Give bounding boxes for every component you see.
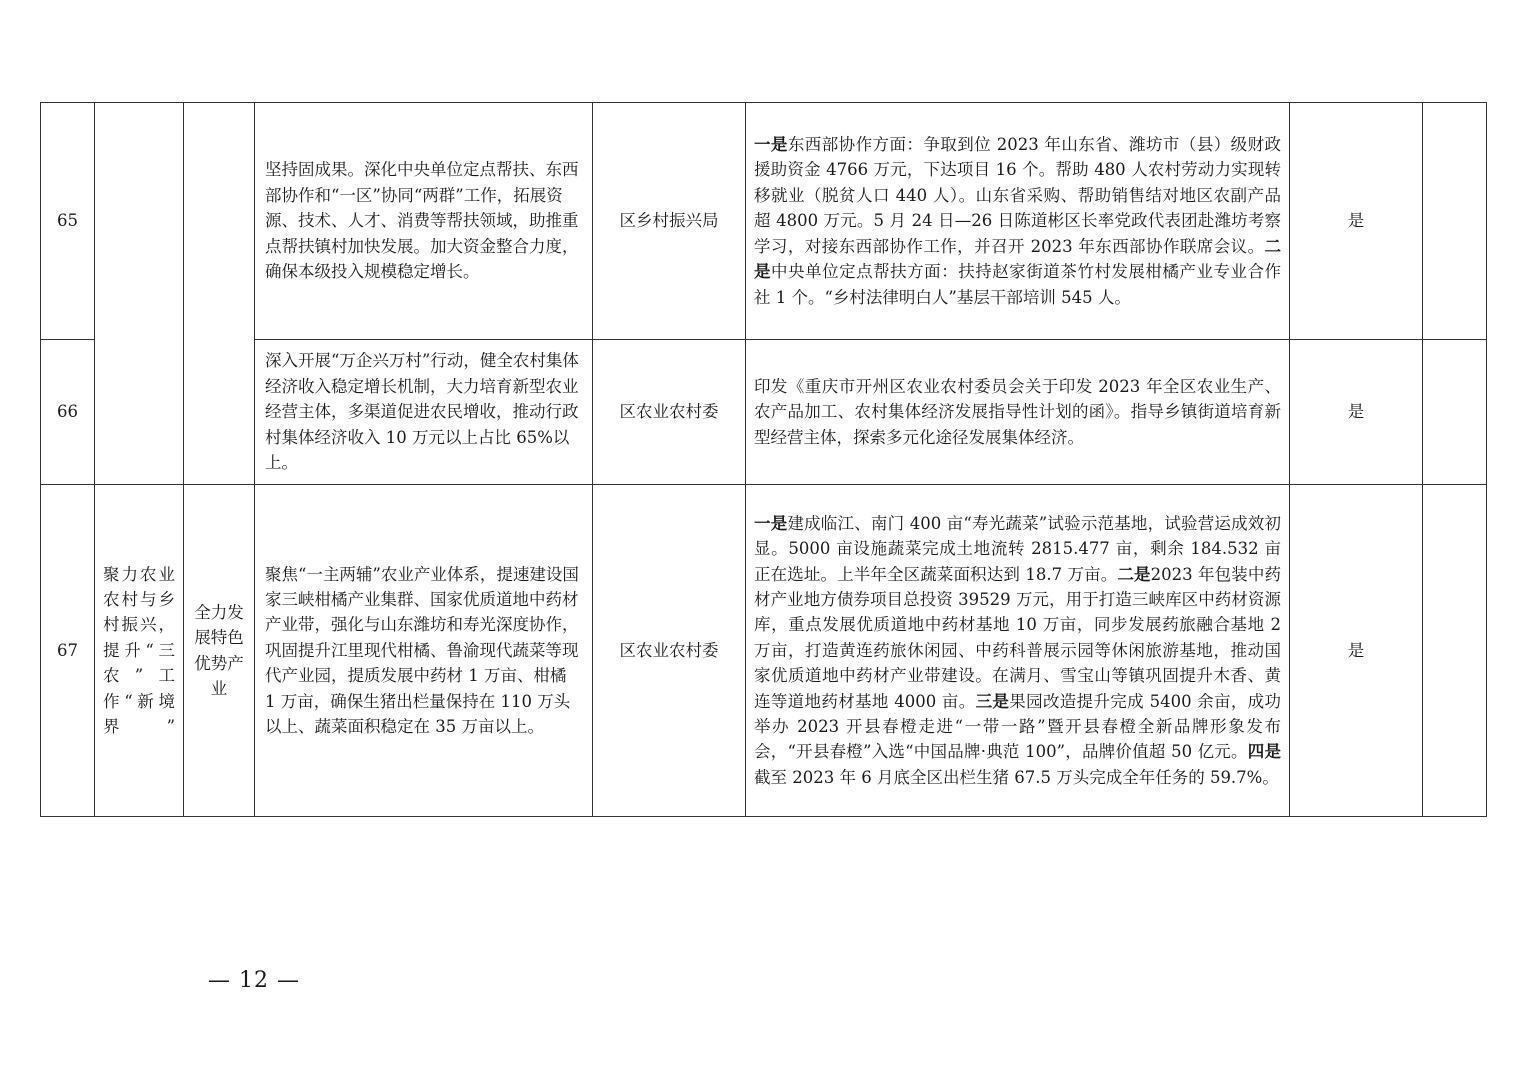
progress-marker: 四是 — [1247, 742, 1281, 762]
progress-marker: 一是 — [754, 135, 788, 155]
progress-item: 中央单位定点帮扶方面：扶持赵家街道茶竹村发展柑橘产业专业合作社 1 个。“乡村法律明白人”基层干部培训 545 人。 — [754, 262, 1282, 307]
progress-item: 建成临江、南门 400 亩“寿光蔬菜”试验示范基地，试验营运成效初显。5000 亩设施蔬菜完成土地流转 2815.477 亩，剩余 184.532 亩正在选址。上半年全区蔬菜面积达到 18.7 万亩。 — [754, 513, 1282, 584]
completed-flag: 是 — [1290, 340, 1423, 485]
task-progress-table — [40, 102, 1487, 817]
remarks-cell — [1423, 340, 1487, 485]
page-number: — 12 — — [208, 968, 300, 993]
remarks-cell — [1423, 103, 1487, 340]
task-cell — [255, 103, 593, 340]
progress-item: 果园改造提升完成 5400 余亩，成功举办 2023 开县春橙走进“一带一路”暨开县春橙全新品牌形象发布会，“开县春橙”入选“中国品牌·典范 100”，品牌价值超 50 亿元。 — [754, 691, 1282, 762]
progress-item: 2023 年包装中药材产业地方债券项目总投资 39529 万元，用于打造三峡库区中药材资源库，重点发展优质道地中药材基地 10 万亩，同步发展药旅融合基地 2 万亩，打造黄连药旅休闲园、中药科普展示园等休闲旅游基地，推动国家优质道地中药材产业带建设。在满月、雪宝山等镇巩固提升木香、黄连等道地药材基地 4000 亩。 — [754, 564, 1282, 711]
task-cell — [255, 485, 593, 817]
task-cell — [255, 340, 593, 485]
task-text: 聚焦“一主两辅”农业产业体系，提速建设国家三峡柑橘产业集群、国家优质道地中药材产业带，强化与山东潍坊和寿光深度协作，巩固提升江里现代柑橘、鲁渝现代蔬菜等现代产业园，提质发展中药材 1 万亩、柑橘 1 万亩，确保生猪出栏量保持在 110 万头以上、蔬菜面积稳定在 35 万亩以上。 — [265, 564, 579, 737]
department-cell: 区农业农村委 — [593, 340, 746, 485]
progress-marker: 二是 — [1117, 564, 1151, 584]
table-row — [41, 485, 1487, 817]
progress-cell — [746, 340, 1290, 485]
category-text: 聚力农业农村与乡村振兴，提升“三农”工作“新境界” — [103, 564, 175, 737]
progress-marker: 二是 — [754, 236, 1281, 282]
progress-marker: 三是 — [975, 691, 1010, 711]
category-cell — [95, 103, 184, 340]
completed-flag: 是 — [1290, 103, 1423, 340]
department-cell: 区农业农村委 — [593, 485, 746, 817]
progress-marker: 一是 — [754, 513, 788, 533]
row-number: 66 — [41, 340, 95, 485]
row-number: 65 — [41, 103, 95, 340]
subcategory-cell — [184, 103, 255, 340]
task-text: 坚持固成果。深化中央单位定点帮扶、东西部协作和“一区”协同“两群”工作，拓展资源、技术、人才、消费等帮扶领域，助推重点帮扶镇村加快发展。加大资金整合力度，确保本级投入规模稳定增长。 — [265, 160, 579, 282]
progress-cell — [746, 103, 1290, 340]
row-number: 67 — [41, 485, 95, 817]
task-text: 深入开展“万企兴万村”行动，健全农村集体经济收入稳定增长机制，大力培育新型农业经营主体，多渠道促进农民增收，推动行政村集体经济收入 10 万元以上占比 65%以上。 — [265, 351, 579, 473]
progress-text: 印发《重庆市开州区农业农村委员会关于印发 2023 年全区农业生产、农产品加工、农村集体经济发展指导性计划的函》。指导乡镇街道培育新型经营主体，探索多元化途径发展集体经济。 — [754, 376, 1281, 447]
progress-cell — [746, 485, 1290, 817]
completed-flag: 是 — [1290, 485, 1423, 817]
progress-text — [754, 132, 1281, 310]
category-cell — [95, 340, 184, 485]
progress-item: 东西部协作方面：争取到位 2023 年山东省、潍坊市（县）级财政援助资金 4766 万元，下达项目 16 个。帮助 480 人农村劳动力实现转移就业（脱贫人口 440 人）。山东省采购、帮助销售结对地区农副产品超 4800 万元。5 月 24 日—26 日陈道彬区长率党政代表团赴潍坊考察学习，对接东西部协作工作，并召开 2023 年东西部协作联席会议。 — [754, 135, 1282, 256]
subcategory-cell — [184, 485, 255, 817]
table-row — [41, 340, 1487, 485]
progress-item: 截至 2023 年 6 月底全区出栏生猪 67.5 万头完成全年任务的 59.7%。 — [754, 767, 1279, 787]
remarks-cell — [1423, 485, 1487, 817]
department-cell: 区乡村振兴局 — [593, 103, 746, 340]
subcategory-text: 全力发展特色优势产业 — [194, 602, 244, 698]
progress-text — [754, 511, 1281, 790]
subcategory-cell — [184, 340, 255, 485]
table-row — [41, 103, 1487, 340]
category-cell — [95, 485, 184, 817]
